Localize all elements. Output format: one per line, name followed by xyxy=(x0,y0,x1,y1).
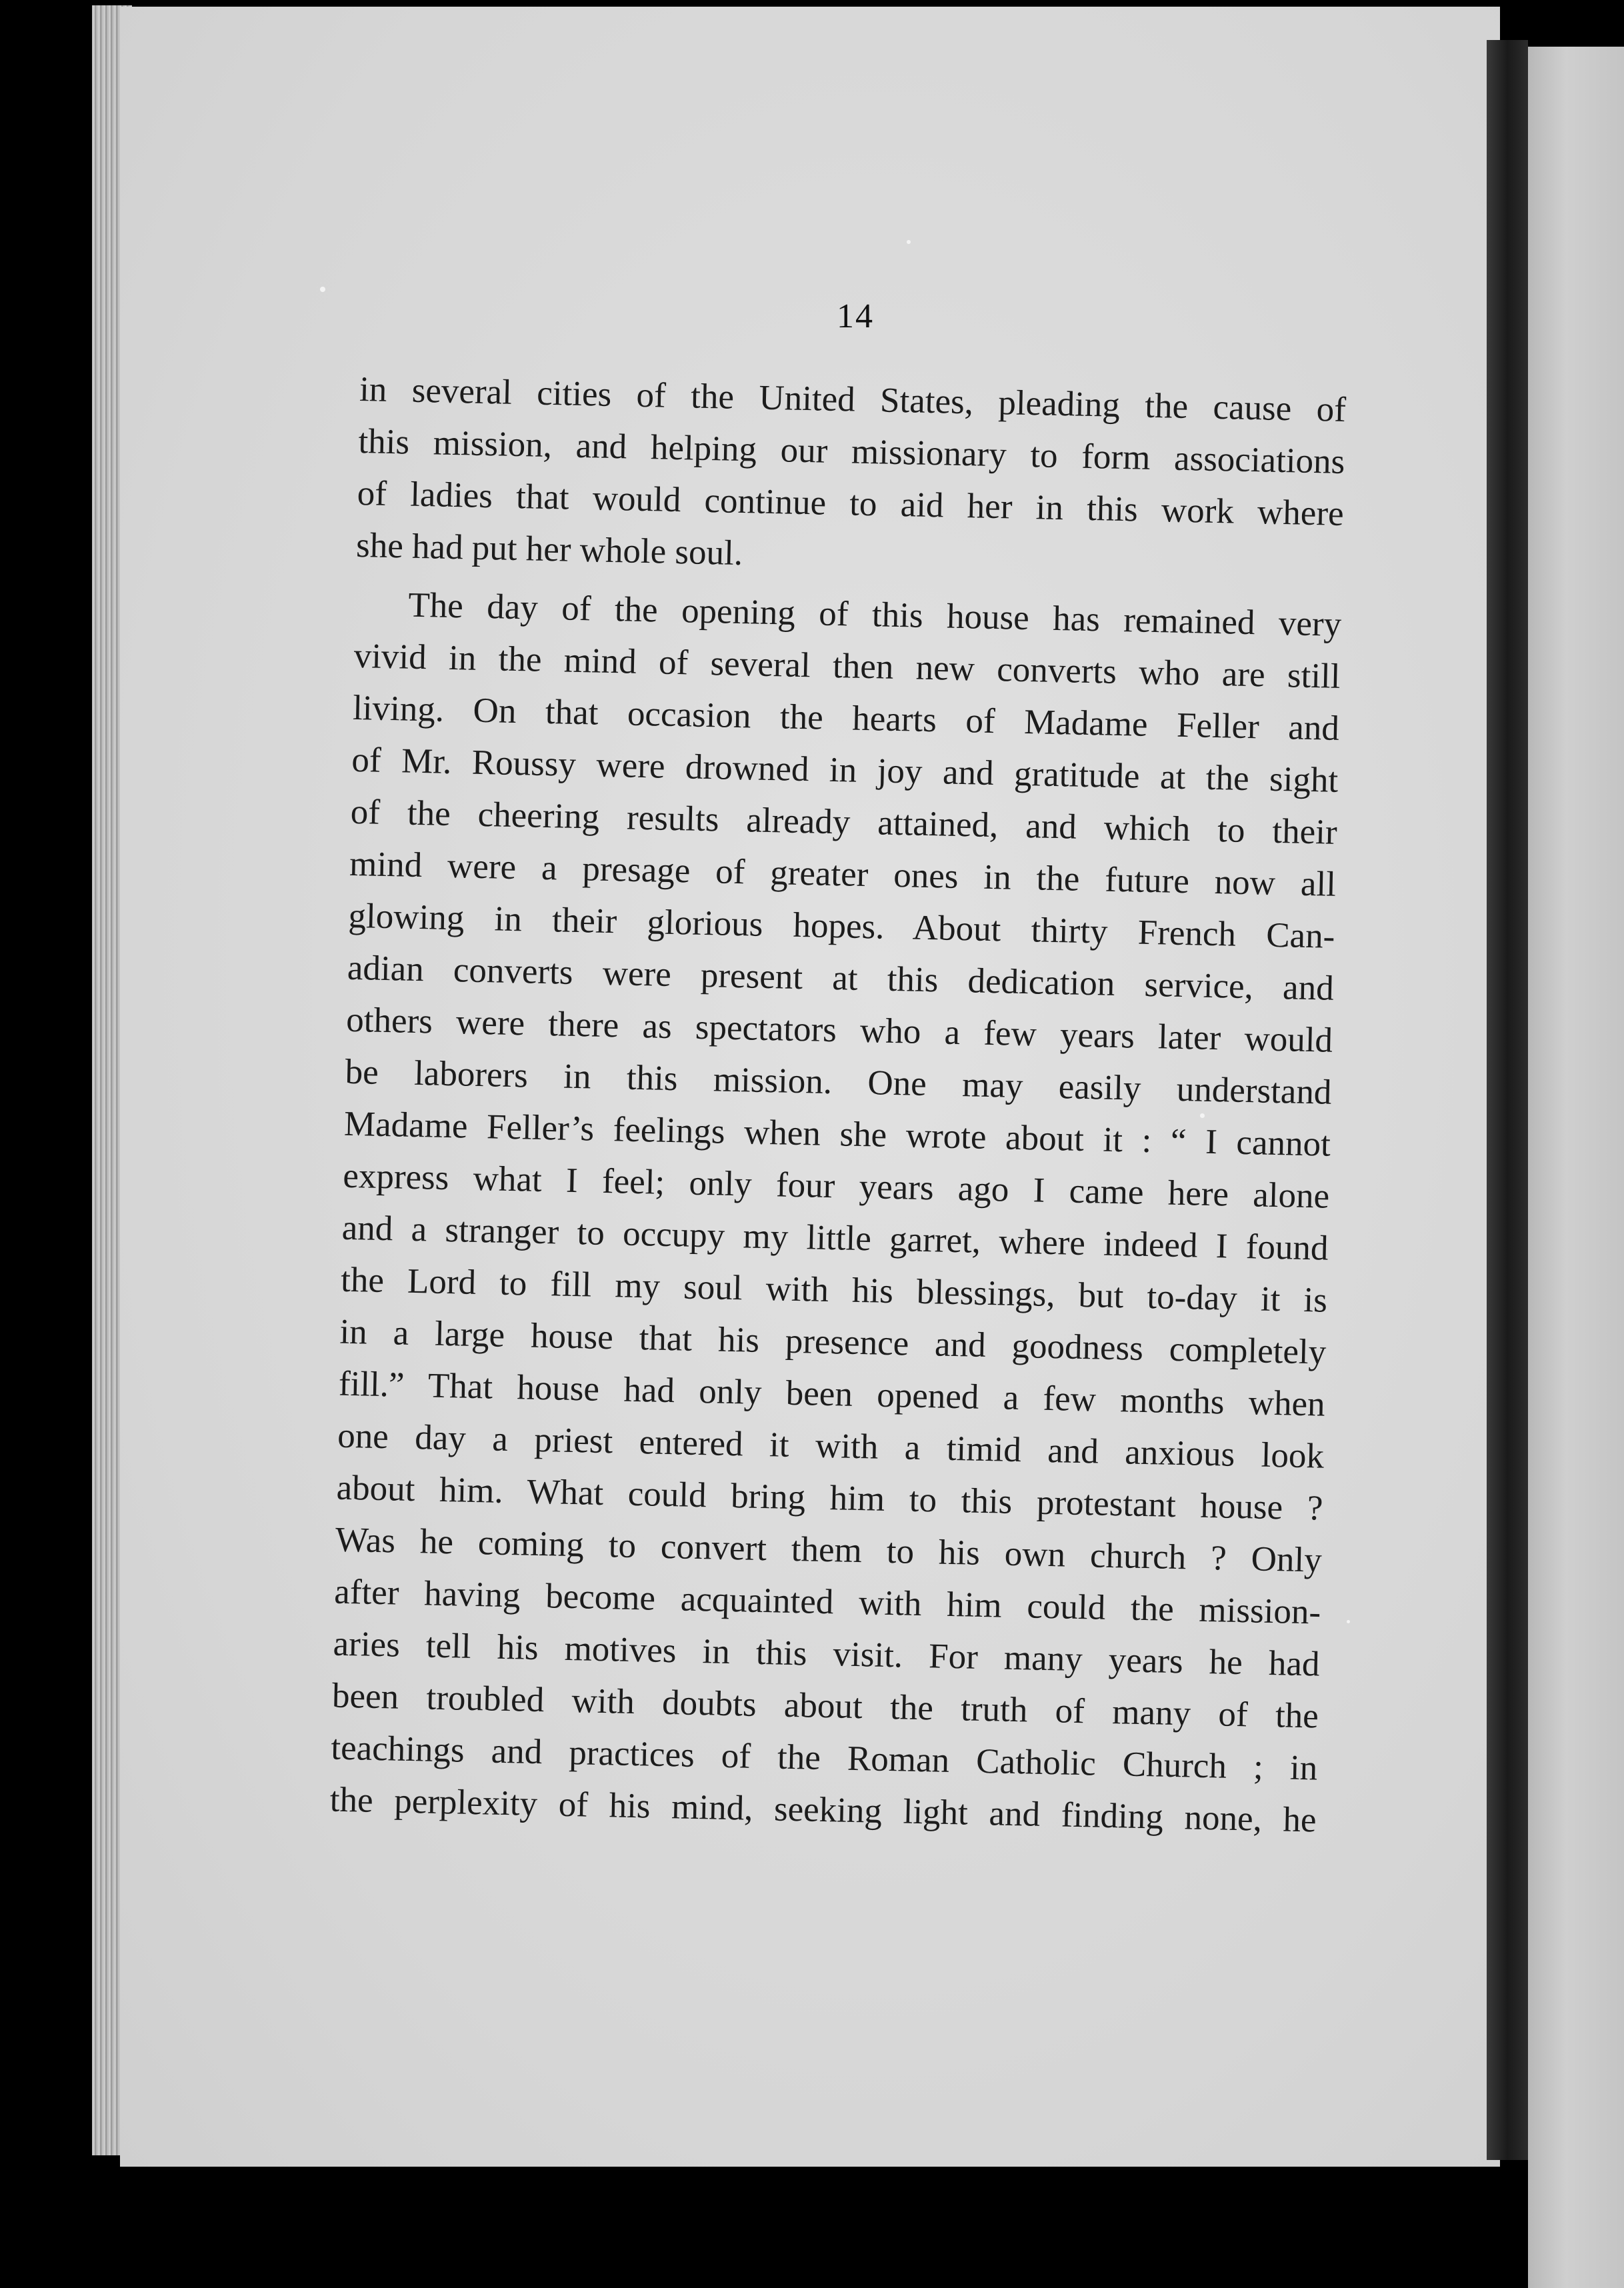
text-line: aries tell his motives in this visit. For many years he had xyxy=(333,1624,1321,1684)
dust-speck xyxy=(1347,1620,1350,1623)
text-line: Was he coming to convert them to his own church ? Only xyxy=(335,1520,1323,1580)
text-line: fill.” That house had only been opened a few months when xyxy=(338,1364,1326,1424)
text-line: glowing in their glorious hopes. About thirty French Can- xyxy=(348,896,1335,956)
text-line: vivid in the mind of several then new converts who are still xyxy=(353,636,1341,696)
dust-speck xyxy=(320,287,325,292)
text-line: express what I feel; only four years ago I came here alone xyxy=(342,1156,1330,1216)
adjacent-page-edge xyxy=(1528,47,1624,2288)
text-line: and a stranger to occupy my little garret, where indeed I found xyxy=(341,1208,1329,1268)
text-line: living. On that occasion the hearts of Madame Feller and xyxy=(352,688,1340,748)
text-line: be laborers in this mission. One may easily understand xyxy=(345,1052,1333,1112)
text-line: in several cities of the United States, pleading the cause of xyxy=(359,369,1347,429)
text-line: the perplexity of his mind, seeking light and finding none, he xyxy=(329,1780,1317,1840)
text-line: this mission, and helping our missionary to form associations xyxy=(357,421,1345,481)
body-text xyxy=(329,363,1347,1847)
text-line: Madame Feller’s feelings when she wrote about it : “ I cannot xyxy=(343,1104,1331,1164)
text-line: she had put her whole soul. xyxy=(355,525,743,573)
text-line: of ladies that would continue to aid her in this work where xyxy=(357,473,1345,533)
text-line: one day a priest entered it with a timid and anxious look xyxy=(337,1416,1325,1476)
paragraph-2 xyxy=(329,578,1342,1847)
text-line: adian converts were present at this dedication service, and xyxy=(347,948,1335,1008)
page-number: 14 xyxy=(837,297,874,335)
text-line: The day of the opening of this house has remained very xyxy=(407,585,1342,644)
text-line: teachings and practices of the Roman Catholic Church ; in xyxy=(330,1728,1318,1788)
text-line: of the cheering results already attained, and which to their xyxy=(350,792,1338,852)
dust-speck xyxy=(907,240,911,244)
binding-gutter xyxy=(1487,40,1528,2160)
text-line: after having become acquainted with him could the mission- xyxy=(333,1572,1321,1632)
text-line: others were there as spectators who a few years later would xyxy=(345,1000,1333,1060)
text-line: the Lord to fill my soul with his blessings, but to-day it is xyxy=(340,1260,1328,1320)
paragraph-1 xyxy=(355,363,1346,592)
text-line: been troubled with doubts about the truth of many of the xyxy=(331,1676,1319,1736)
text-line: of Mr. Roussy were drowned in joy and gratitude at the sight xyxy=(351,740,1339,800)
text-line: in a large house that his presence and goodness completely xyxy=(339,1312,1327,1372)
text-line: mind were a presage of greater ones in the future now all xyxy=(349,844,1337,904)
text-line: about him. What could bring him to this protestant house ? xyxy=(336,1468,1323,1528)
